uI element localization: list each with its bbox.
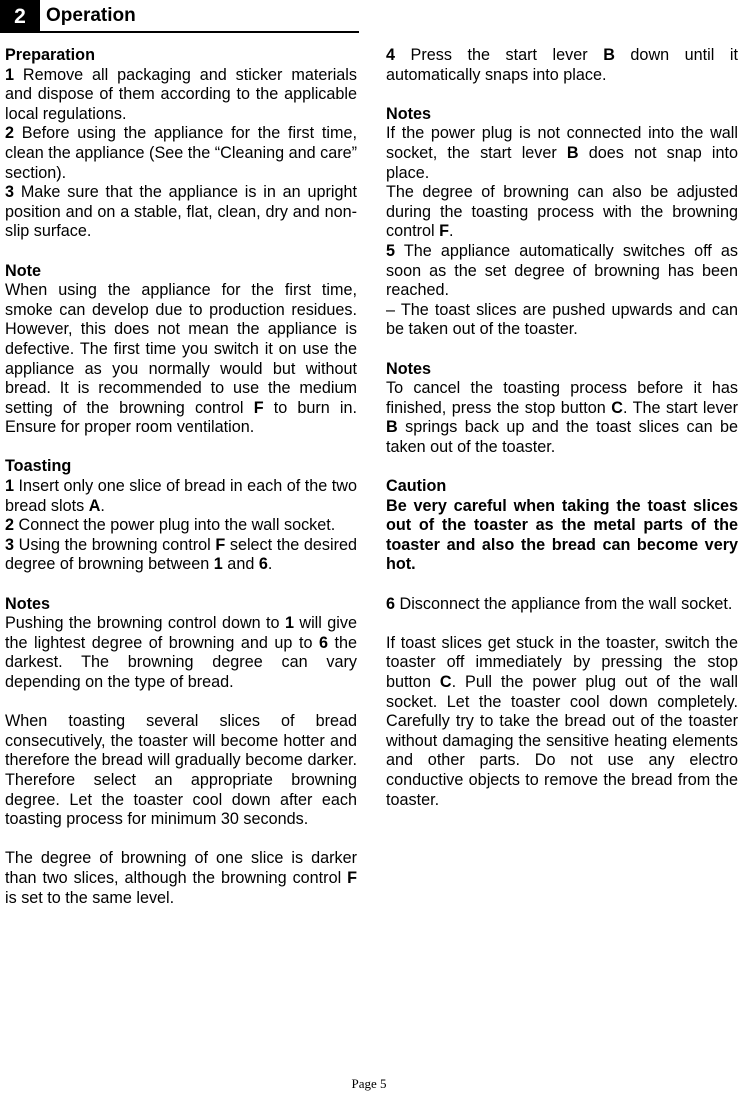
chapter-number: 2 bbox=[0, 0, 40, 32]
preparation-step-1: 1 Remove all packaging and sticker materials and dispose of them according to the applicable local regulations. bbox=[5, 65, 357, 123]
notes-a-paragraph-2: The degree of browning can also be adjusted during the toasting process with the browning control F. bbox=[386, 183, 738, 241]
notes-a-paragraph-1: If the power plug is not connected into the wall socket, the start lever B does not snap into place. bbox=[386, 124, 738, 182]
header-rule bbox=[0, 31, 359, 33]
caution-heading: Caution bbox=[386, 477, 447, 496]
notes-b-paragraph: To cancel the toasting process before it has finished, press the stop button C. The start lever B springs back up and the toast slices can be taken out of the toaster. bbox=[386, 379, 738, 456]
note-text: When using the appliance for the first time, smoke can develop due to production residues. However, this does not mean the appliance is defective. The first time you switch it on use the appliance as you normally would but without bread. It is recommended to use the medium setting of the browning control F to burn in. Ensure for proper room ventilation. bbox=[5, 281, 357, 437]
right-column bbox=[386, 46, 738, 810]
caution-text: Be very careful when taking the toast slices out of the toaster as the metal parts of the toaster and also the bread can become very hot. bbox=[386, 496, 738, 574]
page-number: Page 5 bbox=[351, 1076, 387, 1091]
chapter-header bbox=[0, 0, 359, 33]
notes-paragraph-2: When toasting several slices of bread consecutively, the toaster will become hotter and therefore the bread will gradually become darker. Therefore select an appropriate browning degree. Let the toaster cool down after each toasting process for minimum 30 seconds. bbox=[5, 712, 357, 829]
notes-heading: Notes bbox=[5, 594, 50, 613]
toasting-step-3: 3 Using the browning control F select the desired degree of browning between 1 and 6. bbox=[5, 535, 358, 574]
preparation-step-3: 3 Make sure that the appliance is in an upright position and on a stable, flat, clean, dry and non-slip surface. bbox=[5, 183, 357, 241]
toasting-step-1: 1 Insert only one slice of bread in each of the two bread slots A. bbox=[5, 477, 357, 515]
notes-paragraph-1: Pushing the browning control down to 1 will give the lightest degree of browning and up to 6 the darkest. The browning degree can vary depending on the type of bread. bbox=[5, 614, 357, 691]
toasting-heading: Toasting bbox=[5, 457, 72, 476]
stuck-toast-paragraph: If toast slices get stuck in the toaster, switch the toaster off immediately by pressing the stop button C. Pull the power plug out of the wall socket. Let the toaster cool down completely. Carefully try to take the bread out of the toaster without damaging the sensitive heating elements and other parts. Do not use any electro conductive objects to remove the bread from the toaster. bbox=[386, 633, 738, 809]
toasting-step-6: 6 Disconnect the appliance from the wall socket. bbox=[386, 594, 733, 613]
notes-paragraph-3: The degree of browning of one slice is darker than two slices, although the browning control F is set to the same level. bbox=[5, 849, 357, 907]
left-column bbox=[5, 46, 357, 908]
note-heading: Note bbox=[5, 261, 41, 280]
chapter-title: Operation bbox=[46, 5, 136, 26]
toasting-step-5: 5 The appliance automatically switches off as soon as the set degree of browning has been reached. bbox=[386, 241, 738, 300]
notes-heading-b: Notes bbox=[386, 359, 431, 378]
preparation-heading: Preparation bbox=[5, 46, 95, 64]
toasting-step-5-sub: – The toast slices are pushed upwards and can be taken out of the toaster. bbox=[386, 300, 738, 339]
toasting-step-4: 4 Press the start lever B down until it automatically snaps into place. bbox=[386, 46, 738, 84]
notes-heading-a: Notes bbox=[386, 104, 431, 123]
toasting-step-2: 2 Connect the power plug into the wall socket. bbox=[5, 516, 336, 535]
preparation-step-2: 2 Before using the appliance for the first time, clean the appliance (See the “Cleaning and care” section). bbox=[5, 124, 357, 182]
